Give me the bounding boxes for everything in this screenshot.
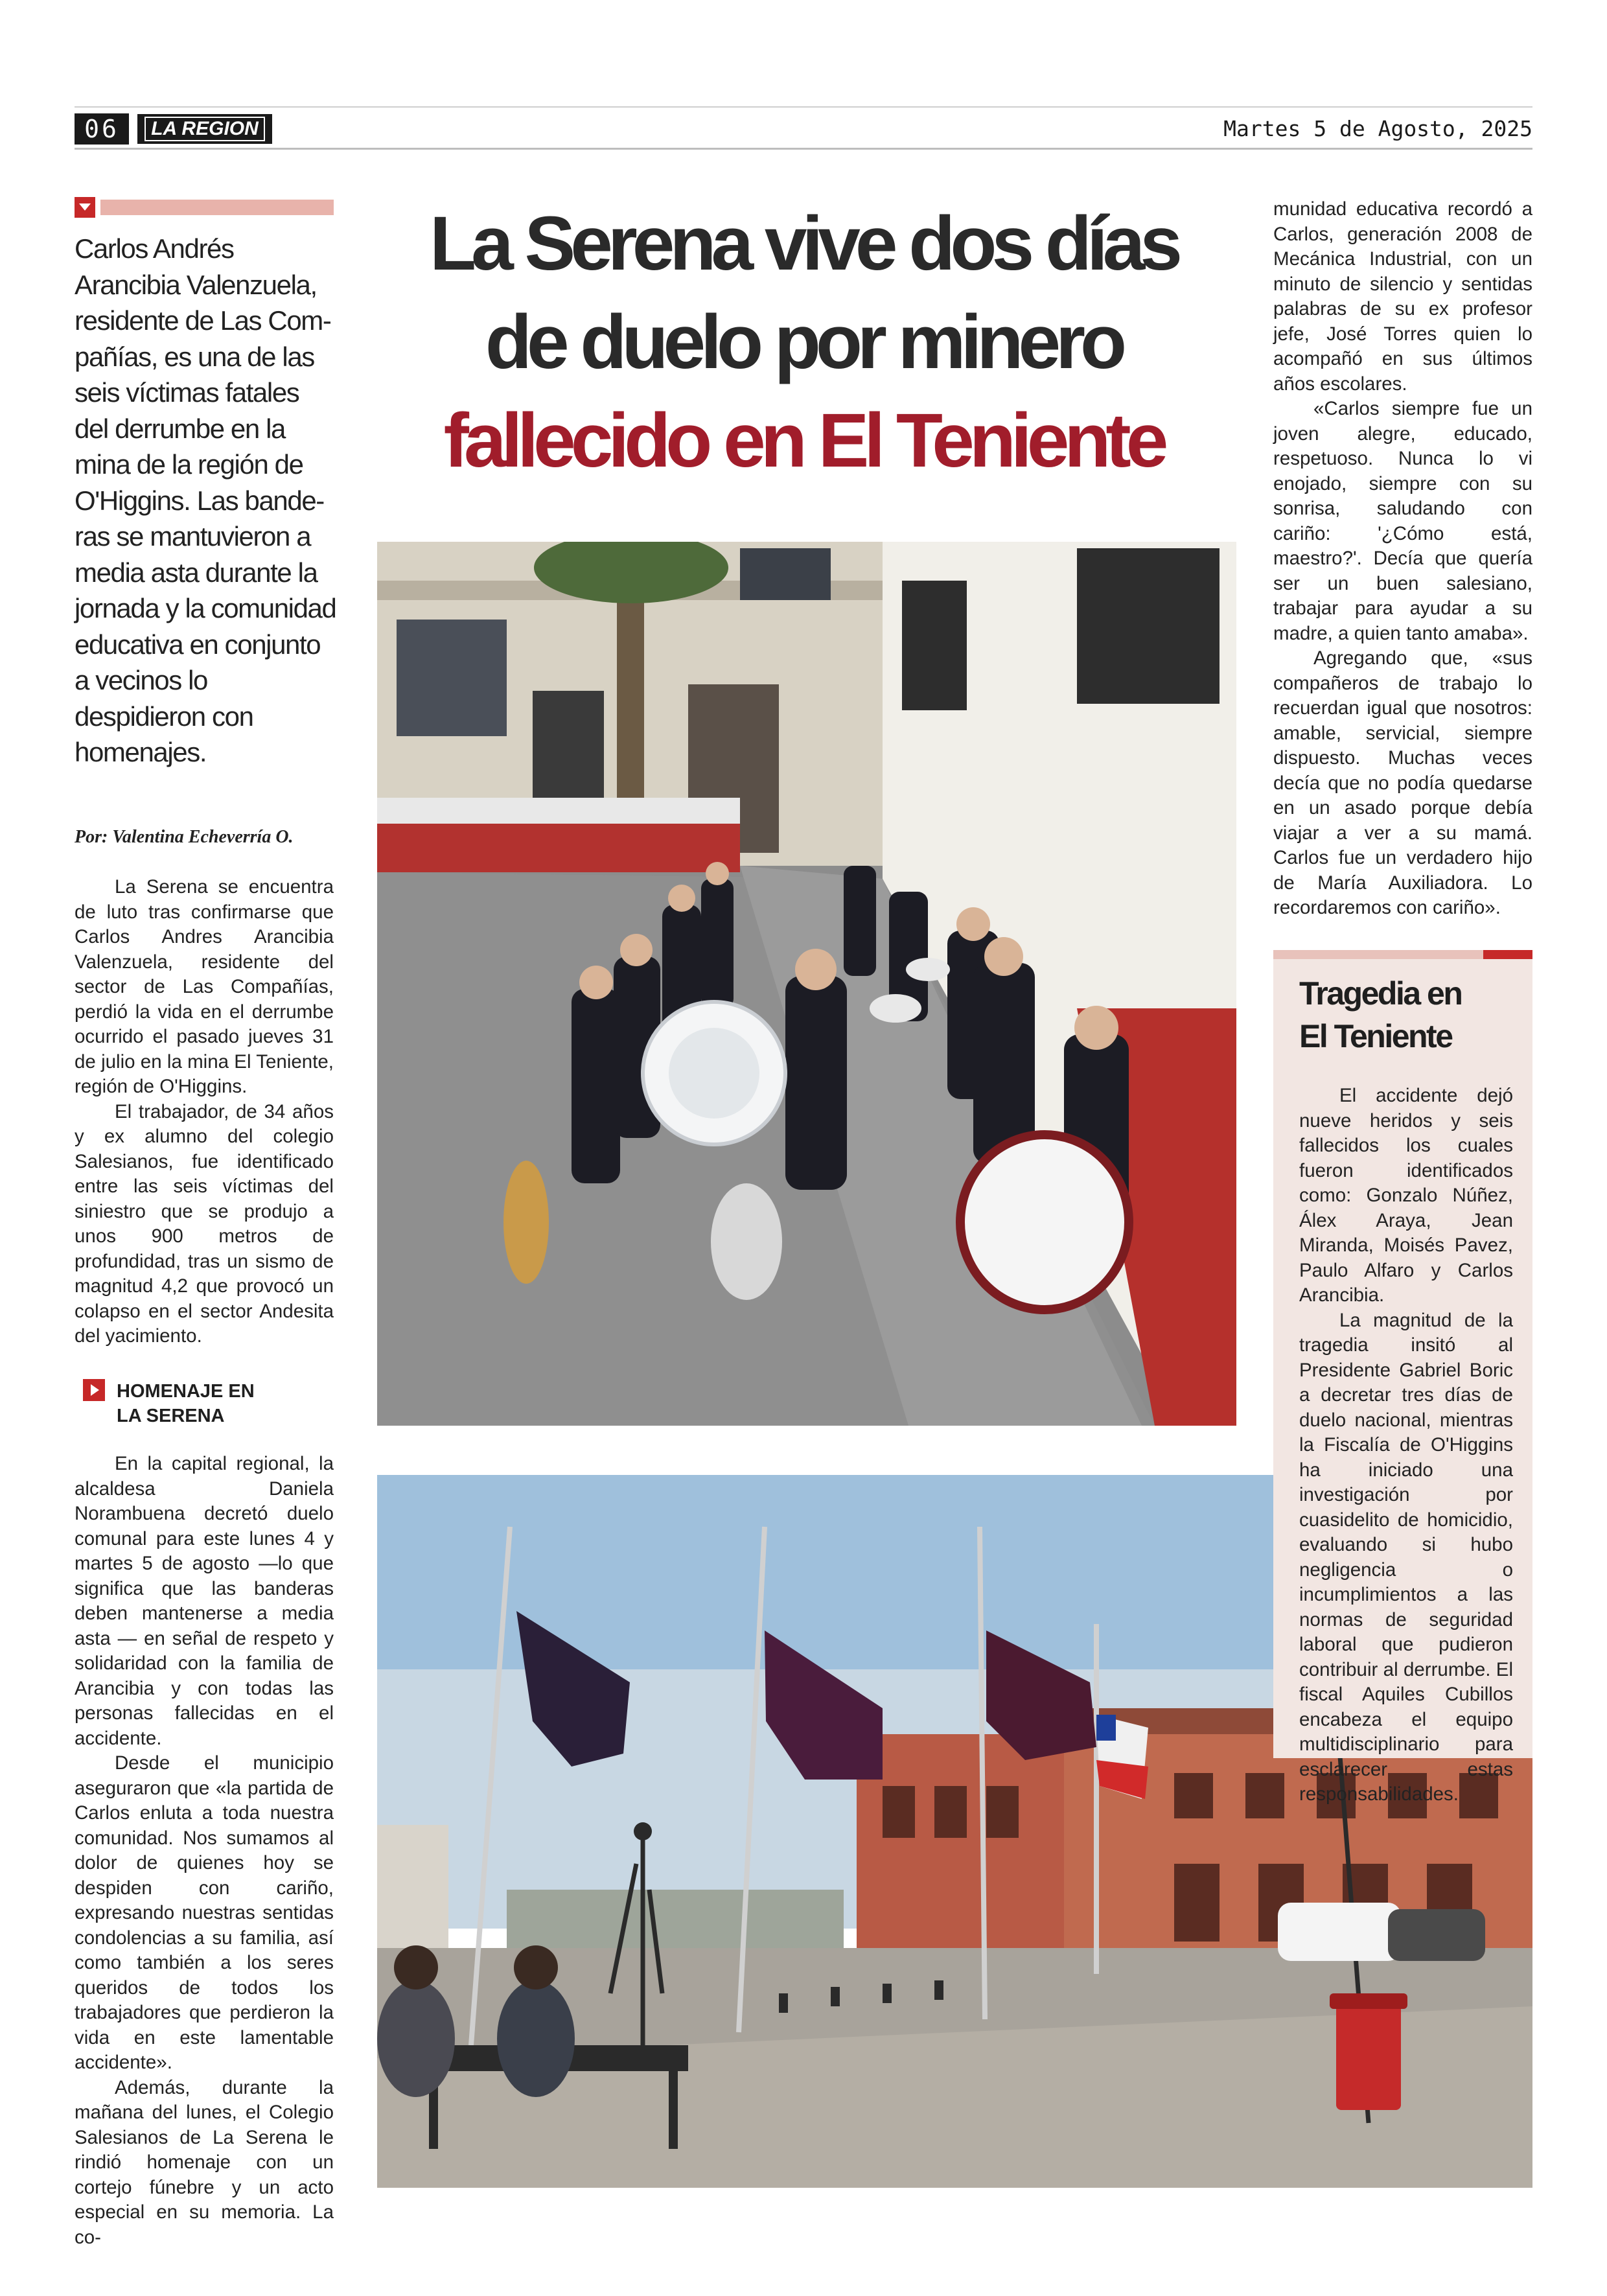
article-paragraph: munidad educativa recordó a Carlos, generación 2008 de Mecánica Industrial, con un minuto de silencio y sentidas palabras de su ex profesor jefe, José Torres quien lo acompañó en sus últimos años escolares. (1273, 198, 1532, 395)
sidebar-paragraph: La magnitud de la tragedia insitó al Presidente Gabriel Boric a decretar tres días de duelo nacional, mientras la Fiscalía de O'Higgins ha iniciado una investigación por cuasidelito de homicidio, evaluando si hubo negligencia o incumplimientos a las normas de seguridad laboral que pudieron contribuir al derrumbe. El fiscal Aquiles Cubillos encabeza el equipo multidisciplinario para esclarecer estas responsabilidades. (1299, 1309, 1513, 1805)
sidebar-accent-bar (1273, 950, 1532, 959)
byline: Por: Valentina Echeverría O. (75, 827, 294, 847)
page-number: 06 (75, 113, 129, 145)
lead-decorative-bar (100, 200, 334, 215)
photo-school-band-tribute (377, 542, 1236, 1426)
header-top-rule (75, 106, 1532, 108)
subhead-line: HOMENAJE EN (117, 1381, 255, 1402)
article-column-1-continued (75, 1452, 334, 2250)
section-subhead (117, 1379, 311, 1428)
sidebar-title (1299, 972, 1513, 1058)
publication-masthead (137, 114, 272, 144)
article-paragraph: Desde el municipio aseguraron que «la partida de Carlos enluta a toda nuestra comunidad. Nos sumamos al dolor de quienes hoy se despiden con cariño, expresando nuestras sentidas condolencias a su familia, así como también a los seres queridos de todos los trabajadores que perdieron la vida en este lamentable accidente». (75, 1752, 334, 2073)
lead-triangle-icon (75, 197, 95, 218)
article-paragraph: El trabajador, de 34 años y ex alumno del colegio Salesianos, fue identificado entre las seis víctimas del siniestro que se produjo a unos 900 metros de profundidad, tras un sismo de magnitud 4,2 que provocó un colapso en el sector Andesita del yacimiento. (75, 1100, 334, 1347)
sidebar-title-line: Tragedia en (1299, 975, 1462, 1012)
article-column-3 (1273, 197, 1532, 921)
headline-line: La Serena vive dos días (430, 201, 1177, 286)
sidebar-title-line: El Teniente (1299, 1018, 1452, 1054)
headline-line-highlight: fallecido en El Teniente (443, 398, 1164, 483)
article-column-1 (75, 875, 334, 1349)
play-icon (83, 1379, 105, 1401)
issue-date: Martes 5 de Agosto, 2025 (1223, 116, 1532, 141)
headline (376, 194, 1231, 490)
publication-name: LA REGION (145, 117, 265, 141)
lead-summary: Carlos Andrés Arancibia Valenzuela, residente de Las Com-pañías, es una de las seis víctimas fatales del derrumbe en la mina de la región de O'Higgins. Las bande-ras se mantuvieron a media asta durante la jornada y la comunidad educativa en conjunto a vecinos lo despidieron con homenajes. (75, 233, 336, 767)
article-paragraph: La Serena se encuentra de luto tras confirmarse que Carlos Andres Arancibia Valenzuela, residente del sector de Las Compañías, perdió la vida en el derrumbe ocurrido el pasado jueves 31 de julio en la mina El Teniente, región de O'Higgins. (75, 876, 334, 1097)
header-bottom-rule (75, 148, 1532, 150)
sidebar-paragraph: El accidente dejó nueve heridos y seis fallecidos los cuales fueron identificados como: Gonzalo Núñez, Álex Araya, Jean Miranda, Moisés Pavez, Paulo Alfaro y Carlos Arancibia. (1299, 1085, 1513, 1306)
article-paragraph: En la capital regional, la alcaldesa Daniela Norambuena decretó duelo comunal para este lunes 4 y martes 5 de agosto —lo que significa que las banderas deben mantenerse a media asta — en señal de respeto y solidaridad con la familia de Arancibia y con todas las personas fallecidas en el accidente. (75, 1453, 334, 1749)
article-paragraph: Además, durante la mañana del lunes, el Colegio Salesianos de La Serena le rindió homenaje con un cortejo fúnebre y un acto especial en su memoria. La co- (75, 2076, 334, 2248)
subhead-line: LA SERENA (117, 1406, 225, 1426)
article-paragraph: Agregando que, «sus compañeros de trabajo lo recuerdan igual que nosotros: amable, servicial, siempre dispuesto. Muchas veces decía que no podía quedarse en un asado porque debía viajar a ver a su mamá. Carlos fue un verdadero hijo de María Auxiliadora. Lo recordaremos con cariño». (1273, 647, 1532, 918)
headline-line: de duelo por minero (485, 299, 1122, 385)
sidebar-body (1299, 1084, 1513, 1807)
article-paragraph: «Carlos siempre fue un joven alegre, educado, respetuoso. Nunca lo vi enojado, siempre con su sonrisa, saludando con cariño: '¿Cómo está, maestro?'. Decía que quería ser un buen salesiano, trabajar para ayudar a su madre, a quien tanto amaba». (1273, 398, 1532, 644)
